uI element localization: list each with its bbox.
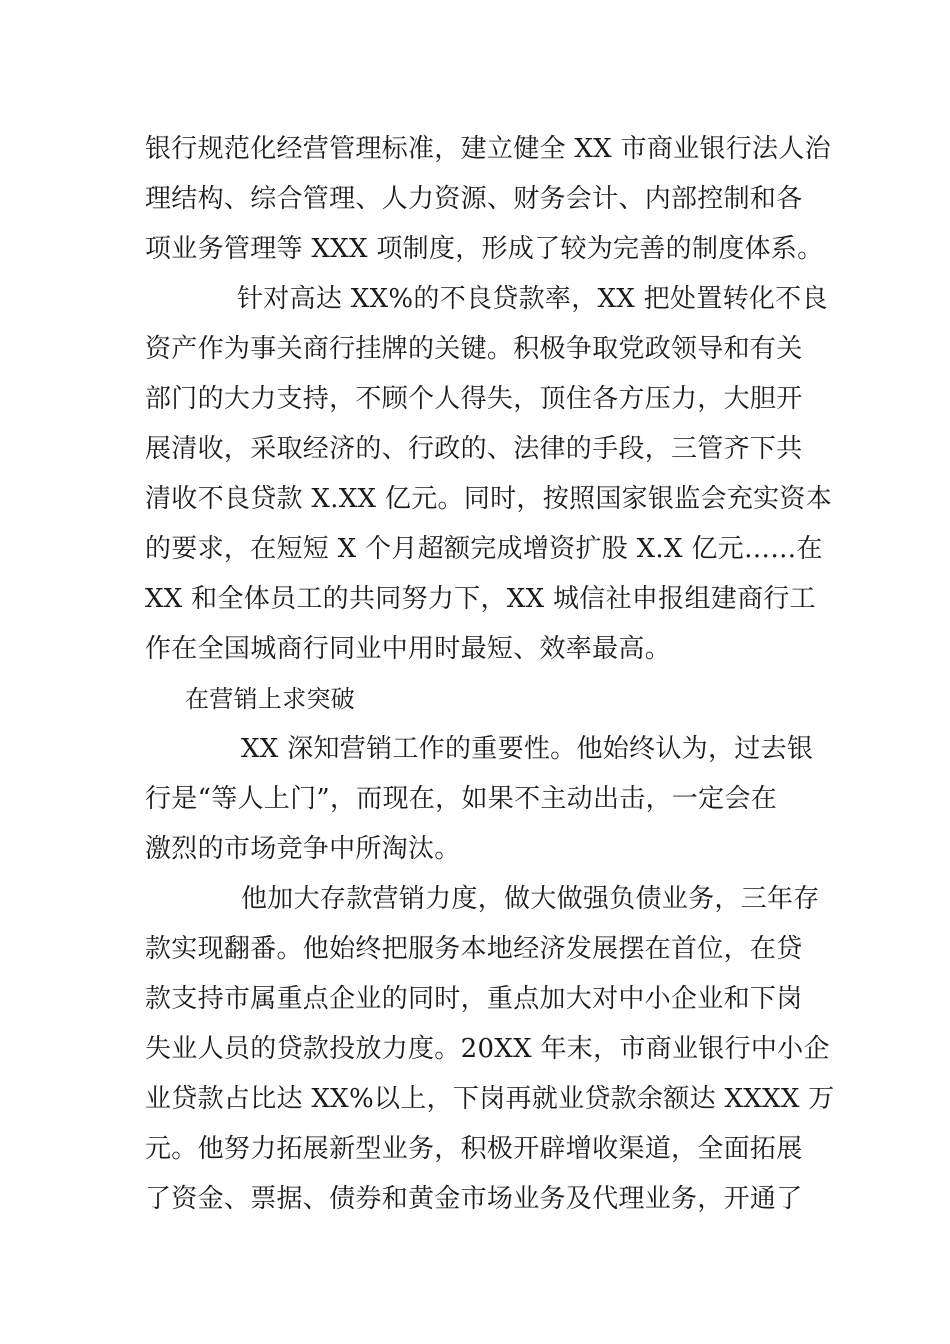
paragraph-line: 的要求，在短短 X 个月超额完成增资扩股 X.X 亿元……在 [145,534,823,564]
paragraph-line: 行是“等人上门”，而现在，如果不主动出击，一定会在 [145,784,778,814]
paragraph-line: 理结构、综合管理、人力资源、财务会计、内部控制和各 [145,184,803,214]
section-heading: 在营销上求突破 [185,685,356,713]
paragraph-line: 了资金、票据、债券和黄金市场业务及代理业务，开通了 [145,1184,803,1214]
paragraph-line: 款支持市属重点企业的同时，重点加大对中小企业和下岗 [145,984,803,1014]
paragraph-line: 部门的大力支持，不顾个人得失，顶住各方压力，大胆开 [145,384,803,414]
paragraph-line: 展清收，采取经济的、行政的、法律的手段，三管齐下共 [145,434,803,464]
paragraph-line: 失业人员的贷款投放力度。20XX 年末，市商业银行中小企 [145,1034,830,1064]
paragraph-line: 作在全国城商行同业中用时最短、效率最高。 [145,634,672,664]
paragraph-line: XX 和全体员工的共同努力下，XX 城信社申报组建商行工 [145,584,816,614]
paragraph-line: XX 深知营销工作的重要性。他始终认为，过去银 [241,734,814,764]
paragraph-line: 元。他努力拓展新型业务，积极开辟增收渠道，全面拓展 [145,1134,803,1164]
paragraph-line: 清收不良贷款 X.XX 亿元。同时，按照国家银监会充实资本 [145,484,833,514]
paragraph-line: 针对高达 XX%的不良贷款率，XX 把处置转化不良 [237,284,828,314]
paragraph-line: 资产作为事关商行挂牌的关键。积极争取党政领导和有关 [145,334,803,364]
paragraph-line: 他加大存款营销力度，做大做强负债业务，三年存 [241,884,820,914]
paragraph-line: 款实现翻番。他始终把服务本地经济发展摆在首位，在贷 [145,934,803,964]
paragraph-line: 业贷款占比达 XX%以上，下岗再就业贷款余额达 XXXX 万 [145,1084,835,1114]
paragraph-line: 银行规范化经营管理标准，建立健全 XX 市商业银行法人治 [145,134,831,164]
paragraph-line: 项业务管理等 XXX 项制度，形成了较为完善的制度体系。 [145,234,824,264]
paragraph-line: 激烈的市场竞争中所淘汰。 [145,834,461,864]
